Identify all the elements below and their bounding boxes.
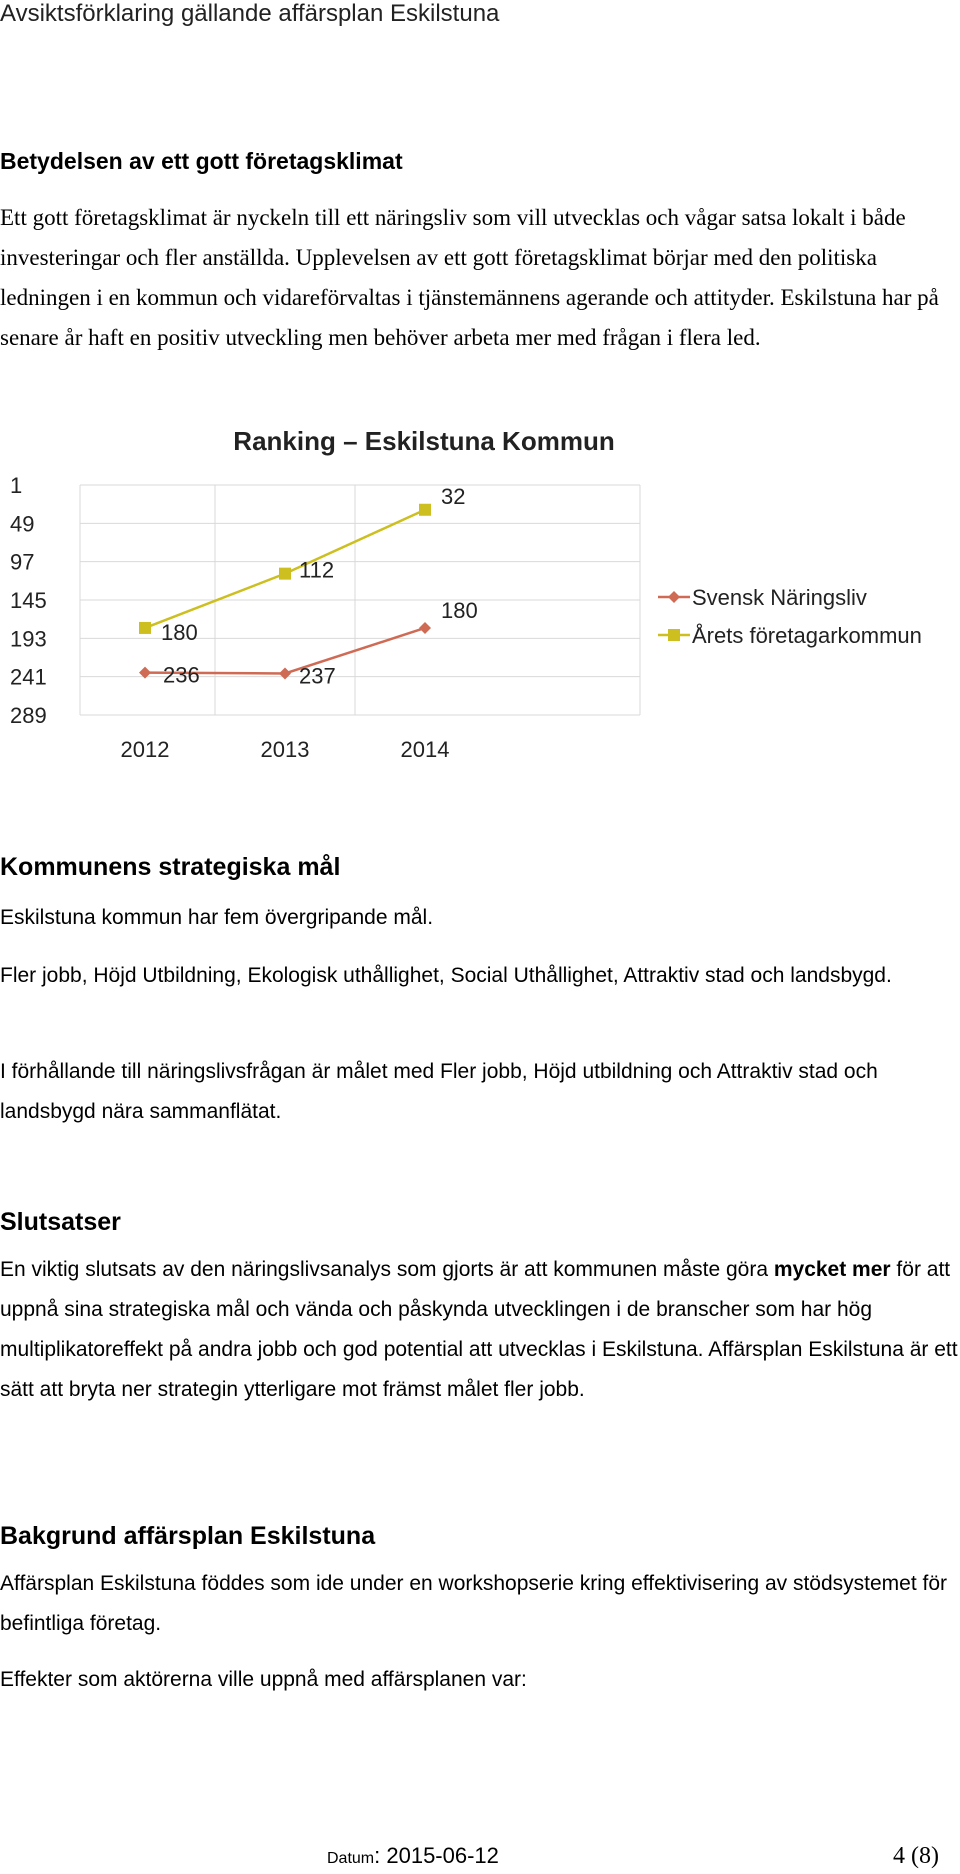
y-tick-label-5: 241 bbox=[10, 664, 47, 690]
y-tick-label-3: 145 bbox=[10, 588, 47, 613]
series-1-data-label-0: 180 bbox=[161, 619, 198, 645]
chart-title: Ranking – Eskilstuna Kommun bbox=[233, 426, 615, 456]
chart-legend bbox=[658, 585, 922, 648]
y-tick-label-4: 193 bbox=[10, 626, 47, 652]
x-tick-label-2013: 2013 bbox=[260, 737, 310, 762]
y-tick-label-2: 97 bbox=[10, 549, 35, 575]
series-0-data-label-0: 236 bbox=[163, 662, 200, 688]
x-tick-label-2012: 2012 bbox=[120, 737, 170, 762]
legend-marker-1 bbox=[668, 629, 680, 641]
climate-paragraph: Ett gott företagsklimat är nyckeln till ett näringsliv som vill utvecklas och vågar satsa lokalt i både investeringar och fler anställda. Upplevelsen av ett gott företagsklimat börjar med den politiska ledningen i en kommun och vidareförvaltas i tjänstemännens agerande och attityder. Eskilstuna har på senare år haft en positiv utveckling men behöver arbeta mer med frågan i flera led. bbox=[0, 205, 939, 350]
goals-paragraph-3: I förhållande till näringslivsfrågan är målet med Fler jobb, Höjd utbildning och Attraktiv stad och landsbygd nära sammanflätat. bbox=[0, 1060, 878, 1123]
document-header-title: Avsiktsförklaring gällande affärsplan Eskilstuna bbox=[0, 0, 500, 27]
series-0-point-2 bbox=[419, 622, 431, 634]
series-0-data-label-1: 237 bbox=[299, 663, 336, 689]
conclusions-emphasis: mycket mer bbox=[773, 1258, 891, 1281]
footer-date-value: 2015-06-12 bbox=[386, 1843, 499, 1868]
conclusions-text-start: En viktig slutsats av den näringslivsanalys som gjorts är att kommunen måste göra bbox=[0, 1258, 774, 1281]
series-1-data-label-1: 112 bbox=[299, 557, 335, 583]
y-tick-label-0: 1 bbox=[10, 473, 23, 498]
chart-series bbox=[139, 484, 478, 689]
background-paragraph-1: Affärsplan Eskilstuna föddes som ide under en workshopserie kring effektivisering av stödsystemet för befintliga företag. bbox=[0, 1572, 948, 1635]
legend-label-1: Årets företagarkommun bbox=[692, 623, 922, 648]
chart-x-ticks bbox=[121, 737, 450, 762]
legend-label-0: Svensk Näringsliv bbox=[692, 585, 867, 610]
chart-y-ticks bbox=[10, 473, 47, 728]
ranking-line-chart bbox=[0, 425, 960, 775]
conclusions-paragraph bbox=[0, 1250, 958, 1410]
goals-paragraph-2: Fler jobb, Höjd Utbildning, Ekologisk uthållighet, Social Uthållighet, Attraktiv stad och landsbygd. bbox=[0, 964, 892, 987]
section-heading-goals: Kommunens strategiska mål bbox=[0, 853, 341, 881]
footer-date bbox=[327, 1843, 499, 1869]
series-1-data-label-2: 32 bbox=[441, 483, 466, 509]
y-tick-label-1: 49 bbox=[10, 511, 35, 537]
section-heading-background: Bakgrund affärsplan Eskilstuna bbox=[0, 1522, 376, 1550]
legend-marker-0 bbox=[668, 591, 680, 603]
section-heading-conclusions: Slutsatser bbox=[0, 1208, 121, 1236]
series-1-point-0 bbox=[139, 622, 151, 634]
series-1-point-2 bbox=[419, 504, 431, 516]
series-0-point-1 bbox=[279, 667, 291, 679]
footer-date-label: Datum bbox=[327, 1850, 375, 1867]
y-tick-label-6: 289 bbox=[10, 703, 47, 728]
goals-paragraph-1: Eskilstuna kommun har fem övergripande mål. bbox=[0, 906, 434, 929]
series-0-data-label-2: 180 bbox=[441, 597, 478, 623]
footer-date-separator: : bbox=[374, 1843, 387, 1868]
series-1-point-1 bbox=[279, 568, 291, 580]
background-paragraph-2: Effekter som aktörerna ville uppnå med affärsplanen var: bbox=[0, 1668, 527, 1691]
conclusions-text-end: för att uppnå sina strategiska mål och vända och påskynda utvecklingen i de branscher som har hög multiplikatoreffekt på andra jobb och god potential att utvecklas i Eskilstuna. Affärsplan Eskilstuna är ett sätt att bryta ner strategin ytterligare mot främst målet fler jobb. bbox=[0, 1258, 958, 1401]
section-heading-climate: Betydelsen av ett gott företagsklimat bbox=[0, 148, 403, 174]
x-tick-label-2014: 2014 bbox=[400, 737, 450, 762]
page-number: 4 (8) bbox=[893, 1843, 939, 1869]
